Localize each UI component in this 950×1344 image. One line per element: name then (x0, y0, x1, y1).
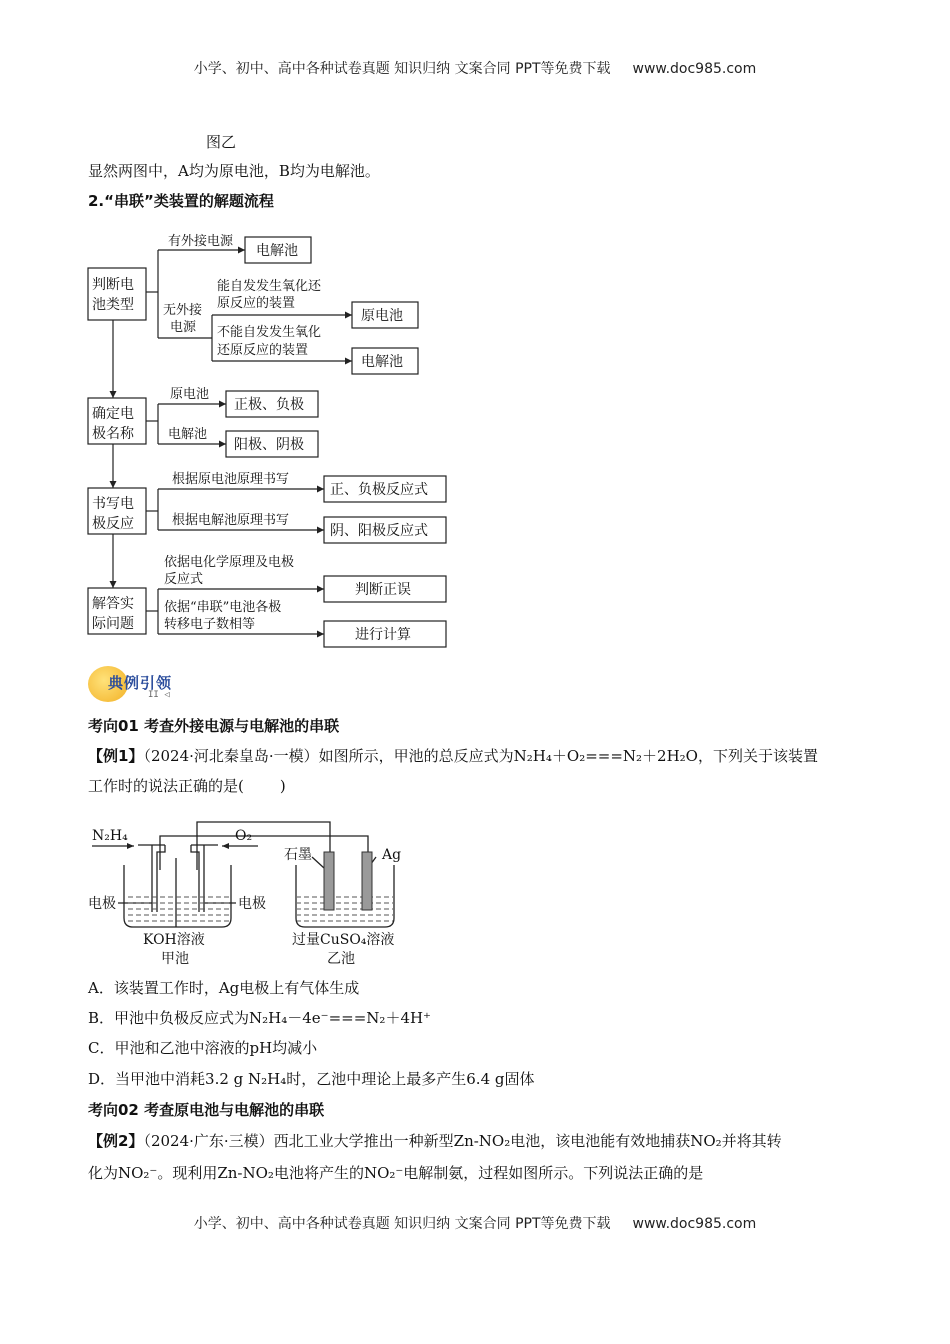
text-calc: 进行计算 (355, 627, 411, 643)
write-line2: 极反应 (92, 516, 134, 532)
text-anode-cathode: 阳极、阴极 (234, 437, 304, 453)
footer-url[interactable]: www.doc985.com (632, 1216, 757, 1232)
label-galvanic: 原电池 (170, 387, 210, 402)
example2-line2: 化为NO₂⁻。现利用Zn-NO₂电池将产生的NO₂⁻电解制氨，过程如图所示。下列说法正确的是 (88, 1164, 704, 1182)
label-electrode-left: 电极 (88, 896, 116, 912)
label-graphite: 石墨 (284, 847, 312, 863)
example1-text1: 如图所示，甲池的总反应式为N₂H₄＋O₂===N₂＋2H₂O，下列关于该装置 (318, 747, 818, 765)
label-by-galvanic: 根据原电池原理书写 (172, 472, 290, 487)
option-b: B．甲池中负极反应式为N₂H₄－4e⁻===N₂＋4H⁺ (88, 1009, 431, 1027)
direction2-title: 考向02 考查原电池与电解池的串联 (88, 1101, 325, 1119)
example1-source: （2024·河北秦皇岛·一模） (143, 747, 319, 765)
label-yi: 乙池 (327, 951, 355, 967)
example-badge (88, 666, 180, 704)
text-judge-right: 判断正误 (355, 582, 411, 598)
text-pos-neg: 正极、负极 (234, 397, 304, 413)
solve-line2: 际问题 (92, 616, 134, 632)
header-text: 小学、初中、高中各种试卷真题 知识归纳 文案合同 PPT等免费下载 (193, 61, 611, 77)
solving-flowchart (0, 0, 950, 660)
section-title: 2.“串联”类装置的解题流程 (88, 192, 274, 210)
option-d: D．当甲池中消耗3.2 g N₂H₄时，乙池中理论上最多产生6.4 g固体 (88, 1070, 535, 1088)
judge-line1: 判断电 (92, 277, 134, 293)
label-n2h4: N₂H₄ (92, 828, 128, 844)
option-a: A．该装置工作时，Ag电极上有气体生成 (88, 979, 360, 997)
label-cuso4: 过量CuSO₄溶液 (292, 932, 395, 948)
label-by-series-1: 依据“串联”电池各极 (164, 600, 282, 615)
label-no-external-1: 无外接 (163, 303, 203, 318)
label-spont-2: 原反应的装置 (217, 296, 296, 311)
write-line1: 书写电 (92, 496, 134, 512)
label-electrolytic: 电解池 (168, 427, 208, 442)
header-url[interactable]: www.doc985.com (632, 61, 757, 77)
text-electrolytic: 电解池 (256, 243, 298, 259)
determine-line2: 极名称 (92, 426, 134, 442)
text-galvanic: 原电池 (361, 308, 403, 324)
label-by-series-2: 转移电子数相等 (164, 617, 256, 632)
label-by-electrochem-2: 反应式 (164, 572, 204, 587)
text-electrolytic2: 电解池 (361, 354, 403, 370)
label-no-external-2: 电源 (170, 320, 197, 335)
badge-deco: II ◁ (148, 690, 170, 700)
label-by-electrochem-1: 依据电化学原理及电极 (164, 555, 295, 570)
label-koh: KOH溶液 (143, 932, 205, 948)
example1-tag: 【例1】 (88, 747, 144, 765)
example2-source: （2024·广东·三模） (143, 1132, 274, 1150)
footer-text: 小学、初中、高中各种试卷真题 知识归纳 文案合同 PPT等免费下载 (193, 1216, 611, 1232)
direction1-title: 考向01 考查外接电源与电解池的串联 (88, 717, 340, 735)
label-jia: 甲池 (161, 951, 189, 967)
label-external: 有外接电源 (168, 234, 234, 249)
label-ag: Ag (382, 847, 402, 863)
label-nonspont-1: 不能自发发生氧化 (217, 325, 322, 340)
page-footer (0, 1213, 950, 1233)
option-c: C．甲池和乙池中溶液的pH均减小 (88, 1039, 318, 1057)
example1-text2: 工作时的说法正确的是( (88, 777, 244, 795)
label-spont-1: 能自发发生氧化还 (217, 279, 322, 294)
example2-line1 (88, 1130, 782, 1152)
apparatus-figure (0, 800, 950, 970)
badge-label: 典例引领 (108, 674, 173, 692)
solve-line1: 解答实 (92, 596, 134, 612)
label-o2: O₂ (235, 828, 253, 844)
paragraph-conclusion: 显然两图中，A均为原电池，B均为电解池。 (88, 162, 380, 180)
judge-line2: 池类型 (92, 297, 134, 313)
label-nonspont-2: 还原反应的装置 (217, 343, 309, 358)
text-pos-neg-eq: 正、负极反应式 (330, 482, 428, 498)
example2-tag: 【例2】 (88, 1132, 144, 1150)
label-electrode-right: 电极 (238, 896, 266, 912)
determine-line1: 确定电 (92, 406, 134, 422)
label-by-electrolytic: 根据电解池原理书写 (172, 513, 290, 528)
example1-text2-end: ) (279, 777, 286, 795)
text-anode-cathode-eq: 阴、阳极反应式 (330, 523, 428, 539)
example1-line1 (88, 745, 818, 767)
figure-caption: 图乙 (206, 133, 237, 151)
example1-line2 (88, 775, 286, 797)
example2-text1: 西北工业大学推出一种新型Zn-NO₂电池，该电池能有效地捕获NO₂并将其转 (273, 1132, 782, 1150)
